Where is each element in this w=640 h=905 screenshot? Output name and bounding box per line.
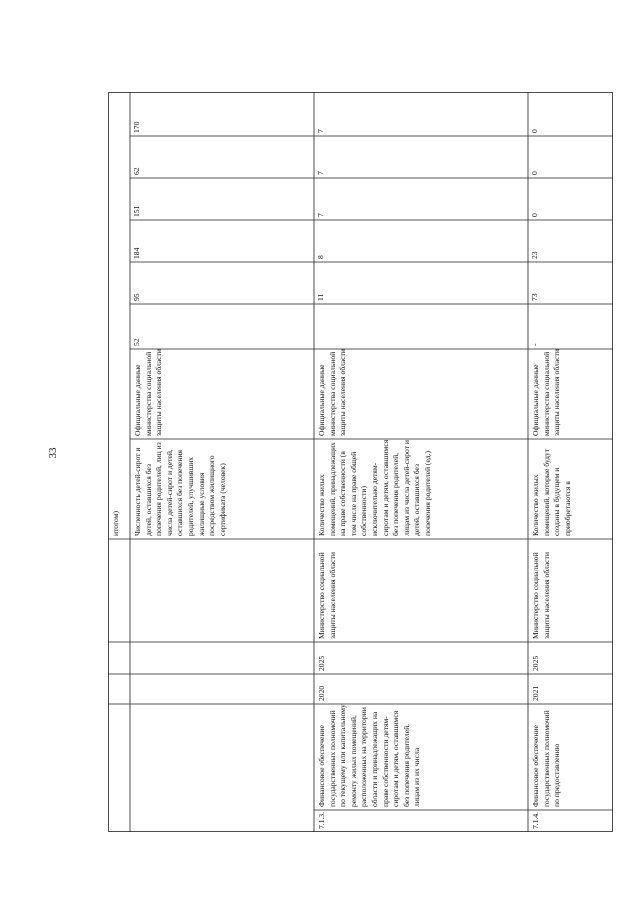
first-block-value: 151 [132, 205, 141, 217]
row-year-start: 2021 [531, 685, 540, 701]
first-block-indicator: Численность детей-сирот и детей, оставшихся без попечения родителей, лиц из числа детей-сирот и детей, оставшихся без попечения родителей, улучшивших жилищные условия посредством жилищного сертификата (человек) [133, 442, 227, 536]
rotated-table-frame [108, 92, 613, 832]
row-name: Финансовое обеспечение государственных полномочий по текущему или капитальному ремонту жилых помещений, расположенных на территории области и принадлежащих на праве собственности детям-сиротам и детям, оставшимся без попечения родителей, лицам из их числа [317, 704, 422, 807]
row-value: - [530, 343, 539, 346]
row-value: 11 [316, 293, 325, 301]
row-id: 7.1.3. [317, 811, 326, 829]
row-name: Финансовое обеспечение государственных полномочий по предоставлению [531, 710, 562, 807]
row-year-end: 2025 [531, 655, 540, 671]
first-block-source: Официальные данные министерства социальной защиты населения области [133, 349, 164, 436]
row-value: 0 [530, 129, 539, 133]
first-block-value: 95 [132, 293, 141, 301]
page-number: 33 [47, 447, 59, 459]
row-executor: Министерство социальной защиты населения области [317, 552, 337, 639]
row-value: 8 [316, 255, 325, 259]
row-indicator: Количество жилых помещений, принадлежащих на праве собственности (в том числе на праве общей собственности) исключительно детям-сиротам и детям, оставшимся без попечения родителей, лицам из числа детей-сирот и детей, оставшихся без попечения родителей (ед.) [317, 439, 432, 536]
row-executor: Министерство социальной защиты населения области [531, 552, 551, 639]
first-block-value: 184 [132, 247, 141, 259]
row-source: Официальные данные министерства социальной защиты населения области [317, 349, 348, 436]
rotated-table [108, 92, 613, 832]
first-block-value: 170 [132, 121, 141, 133]
row-year-start: 2020 [317, 685, 326, 701]
row-indicator: Количество жилых помещений, которые будут созданы в будущем и приобретаются в [531, 448, 572, 536]
row-value: 7 [316, 171, 325, 175]
row-value: 73 [530, 293, 539, 301]
row-year-end: 2025 [317, 655, 326, 671]
first-block-value: 62 [132, 167, 141, 175]
row-source: Официальные данные министерства социальной защиты населения области [531, 349, 562, 436]
row-value: 0 [530, 171, 539, 175]
row-id: 7.1.4. [531, 811, 540, 829]
row-value: 0 [530, 213, 539, 217]
top-row-text: итогом) [111, 511, 120, 536]
row-value: 7 [316, 213, 325, 217]
row-value: 7 [316, 129, 325, 133]
first-block-value: 52 [132, 338, 141, 346]
row-value: 23 [530, 251, 539, 259]
